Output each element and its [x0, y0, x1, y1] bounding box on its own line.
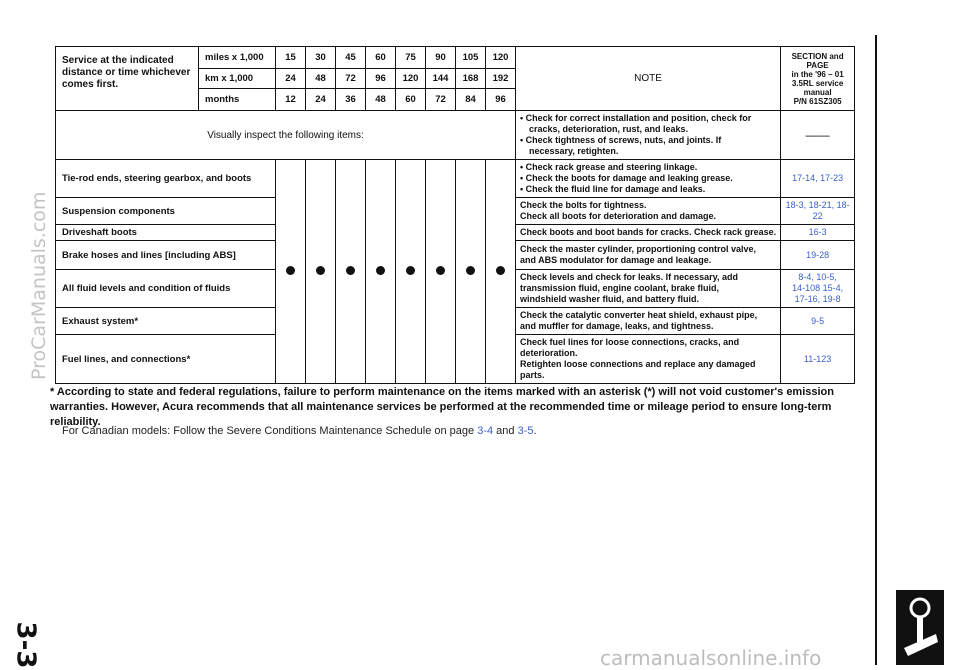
- inspection-item: Brake hoses and lines [including ABS]: [56, 241, 276, 270]
- service-required-dot: [286, 266, 295, 275]
- note-line: Check all boots for deterioration and damage.: [520, 211, 717, 221]
- inspection-item: Suspension components: [56, 198, 276, 225]
- service-dot-cell: [486, 160, 516, 384]
- page-reference-line[interactable]: 17-16, 19-8: [794, 294, 841, 304]
- note-line: Check the catalytic converter heat shield, exhaust pipe,: [520, 310, 758, 320]
- interval-value: 60: [396, 89, 426, 111]
- interval-value: 96: [486, 89, 516, 111]
- schedule-table: [55, 46, 855, 384]
- page-reference-line[interactable]: 19-28: [806, 249, 830, 260]
- note-line: Check the master cylinder, proportioning control valve,: [520, 244, 757, 254]
- item-notes: [516, 270, 781, 308]
- page-reference[interactable]: [781, 198, 855, 225]
- interval-label: months: [199, 89, 276, 111]
- page-edge-line: [875, 35, 877, 665]
- bottom-watermark: carmanualsonline.info: [600, 646, 822, 670]
- section-page-header: [781, 47, 855, 111]
- inspection-item: Tie-rod ends, steering gearbox, and boots: [56, 160, 276, 198]
- page-reference[interactable]: [781, 241, 855, 270]
- visual-inspect-label: Visually inspect the following items:: [56, 111, 516, 160]
- note-line: • Check tightness of screws, nuts, and joints. If: [520, 135, 722, 145]
- service-dot-cell: [336, 160, 366, 384]
- note-line: cracks, deterioration, rust, and leaks.: [529, 124, 689, 134]
- note-line: windshield washer fluid, and battery fluid.: [520, 294, 700, 304]
- interval-value: 105: [456, 47, 486, 69]
- section-header-line: SECTION and PAGE: [791, 51, 844, 70]
- inspection-item: Fuel lines, and connections*: [56, 335, 276, 384]
- page-reference-line[interactable]: 8-4, 10-5,: [798, 272, 837, 282]
- service-required-dot: [406, 266, 415, 275]
- note-line: necessary, retighten.: [529, 146, 619, 156]
- interval-value: 90: [426, 47, 456, 69]
- interval-label: km x 1,000: [199, 69, 276, 89]
- service-required-dot: [436, 266, 445, 275]
- interval-value: 24: [276, 69, 306, 89]
- interval-value: 36: [336, 89, 366, 111]
- interval-value: 72: [426, 89, 456, 111]
- service-dot-cell: [396, 160, 426, 384]
- service-required-dot: [466, 266, 475, 275]
- item-notes: [516, 335, 781, 384]
- section-header-line: 3.5RL service: [791, 78, 844, 88]
- service-required-dot: [376, 266, 385, 275]
- service-dot-cell: [456, 160, 486, 384]
- interval-value: 24: [306, 89, 336, 111]
- visual-inspect-row: [56, 111, 855, 160]
- side-watermark: ProCarManuals.com: [28, 191, 50, 380]
- service-required-dot: [316, 266, 325, 275]
- interval-value: 192: [486, 69, 516, 89]
- note-line: and ABS modulator for damage and leakage.: [520, 255, 712, 265]
- note-line: deterioration.: [520, 348, 578, 358]
- service-required-dot: [346, 266, 355, 275]
- schedule-header: Service at the indicated distance or time whichever comes first.: [56, 47, 199, 111]
- canadian-mid: and: [493, 425, 518, 437]
- emission-footnote: * According to state and federal regulations, failure to perform maintenance on the items marked with an asterisk (*) will not void customer's emission warranties. However, Acura recommends that all maintenance services be performed at the recommended time or mileage period to ensure long-term reliability.: [50, 386, 834, 428]
- item-notes: [516, 198, 781, 225]
- note-line: • Check the fluid line for damage and leaks.: [520, 184, 706, 194]
- page-reference[interactable]: [781, 270, 855, 308]
- page-reference[interactable]: [781, 160, 855, 198]
- interval-value: 12: [276, 89, 306, 111]
- note-line: parts.: [520, 370, 545, 380]
- page-reference[interactable]: [781, 308, 855, 335]
- interval-value: 144: [426, 69, 456, 89]
- service-dot-cell: [426, 160, 456, 384]
- interval-value: 84: [456, 89, 486, 111]
- service-required-dot: [496, 266, 505, 275]
- page-reference-line[interactable]: 18-3, 18-21, 18-22: [785, 200, 850, 221]
- inspection-item: Exhaust system*: [56, 308, 276, 335]
- service-manual-icon: [896, 590, 944, 665]
- item-notes: [516, 308, 781, 335]
- section-header-line: in the '96 – 01: [791, 69, 844, 79]
- interval-value: 48: [306, 69, 336, 89]
- item-notes: [516, 241, 781, 270]
- note-line: Check levels and check for leaks. If necessary, add: [520, 272, 738, 282]
- note-line: and muffler for damage, leaks, and tightness.: [520, 321, 714, 331]
- visual-inspect-notes: [516, 111, 781, 160]
- canadian-note: [62, 425, 537, 437]
- inspection-item: Driveshaft boots: [56, 225, 276, 241]
- canadian-suffix: .: [533, 425, 537, 437]
- maintenance-schedule: [55, 46, 855, 384]
- page-reference-line[interactable]: 17-14, 17-23: [792, 173, 844, 183]
- interval-row: [56, 47, 855, 69]
- note-line: transmission fluid, engine coolant, brake fluid,: [520, 283, 720, 293]
- interval-value: 30: [306, 47, 336, 69]
- page-link-3-4[interactable]: 3-4: [477, 425, 494, 437]
- page-reference[interactable]: [781, 335, 855, 384]
- item-notes: [516, 225, 781, 241]
- interval-value: 60: [366, 47, 396, 69]
- item-notes: [516, 160, 781, 198]
- interval-value: 48: [366, 89, 396, 111]
- page-reference[interactable]: [781, 225, 855, 241]
- service-dot-cell: [366, 160, 396, 384]
- interval-value: 45: [336, 47, 366, 69]
- interval-value: 96: [366, 69, 396, 89]
- inspection-item-row: [56, 160, 855, 198]
- inspection-item: All fluid levels and condition of fluids: [56, 270, 276, 308]
- page-link-3-5[interactable]: 3-5: [517, 425, 534, 437]
- page-reference-line[interactable]: 9-5: [811, 315, 825, 326]
- page-reference-line[interactable]: 16-3: [808, 227, 827, 237]
- interval-value: 15: [276, 47, 306, 69]
- section-header-line: manual: [803, 87, 832, 97]
- note-line: Check the bolts for tightness.: [520, 200, 647, 210]
- note-line: • Check the boots for damage and leaking grease.: [520, 173, 733, 183]
- interval-value: 120: [396, 69, 426, 89]
- note-header: NOTE: [516, 47, 781, 111]
- page-reference-line[interactable]: 11-123: [803, 353, 832, 364]
- note-line: Check boots and boot bands for cracks. Check rack grease.: [520, 227, 777, 237]
- interval-value: 168: [456, 69, 486, 89]
- visual-page-ref: ——: [781, 111, 855, 160]
- page-number: 3-3: [10, 621, 41, 669]
- interval-value: 72: [336, 69, 366, 89]
- page-reference-line[interactable]: 14-108 15-4,: [792, 283, 844, 293]
- service-dot-cell: [306, 160, 336, 384]
- canadian-prefix: For Canadian models: Follow the Severe Conditions Maintenance Schedule on page: [62, 425, 478, 437]
- interval-label: miles x 1,000: [199, 47, 276, 69]
- interval-value: 120: [486, 47, 516, 69]
- note-line: Check fuel lines for loose connections, cracks, and: [520, 337, 740, 347]
- section-header-line: P/N 61SZ305: [793, 96, 842, 106]
- interval-value: 75: [396, 47, 426, 69]
- note-line: • Check for correct installation and position, check for: [520, 113, 752, 123]
- note-line: • Check rack grease and steering linkage.: [520, 162, 698, 172]
- service-dot-cell: [276, 160, 306, 384]
- note-line: Retighten loose connections and replace any damaged: [520, 359, 756, 369]
